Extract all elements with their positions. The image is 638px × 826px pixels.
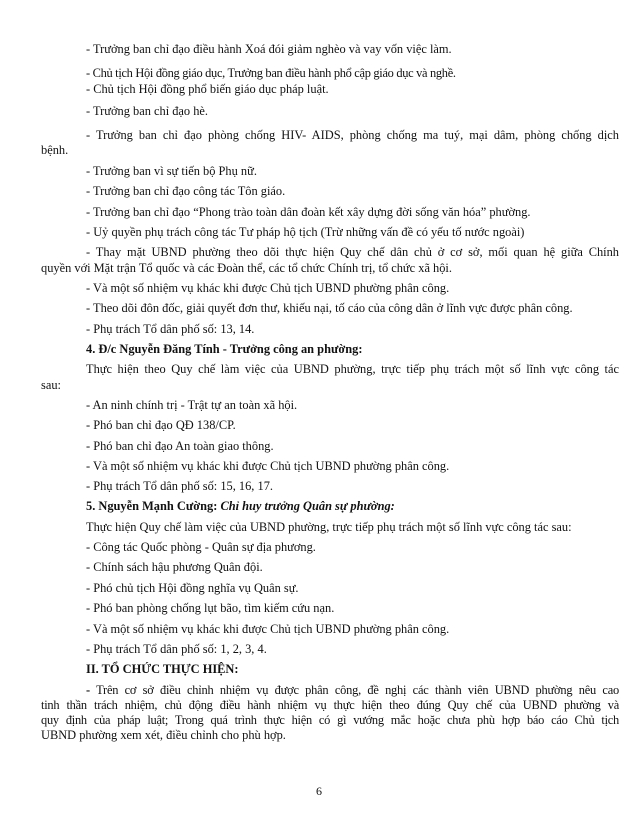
section-4-item: - An ninh chính trị - Trật tự an toàn xã hội. [86, 398, 298, 412]
duty-item: - Phụ trách Tổ dân phố số: 13, 14. [86, 322, 255, 336]
section-5-item: - Và một số nhiệm vụ khác khi được Chủ tịch UBND phường phân công. [86, 622, 450, 636]
section-ii-paragraph-line: tinh thần trách nhiệm, chủ động điều hành nhiệm vụ thực hiện theo đúng Quy chế của UBND phường và [41, 698, 619, 712]
section-5-heading-title: Chỉ huy trưởng Quân sự phường: [217, 499, 395, 513]
duty-item-continuation: quyền với Mặt trận Tổ quốc và các Đoàn thể, các tổ chức Chính trị, tổ chức xã hội. [41, 261, 452, 275]
section-ii-paragraph-line: quy định của pháp luật; Trong quá trình thực hiện có gì vướng mắc hoặc chưa phù hợp báo cáo Chủ tịch [41, 713, 619, 727]
duty-item: - Trưởng ban chỉ đạo công tác Tôn giáo. [86, 184, 286, 198]
section-5-item: - Phụ trách Tổ dân phố số: 1, 2, 3, 4. [86, 642, 267, 656]
section-4-item: - Và một số nhiệm vụ khác khi được Chủ tịch UBND phường phân công. [86, 459, 450, 473]
duty-item: - Thay mặt UBND phường theo dõi thực hiện Quy chế dân chủ ở cơ sở, mối quan hệ giữa Chính [86, 245, 619, 259]
section-4-intro: Thực hiện theo Quy chế làm việc của UBND phường, trực tiếp phụ trách một số lĩnh vực công tác [86, 362, 619, 376]
section-5-intro: Thực hiện Quy chế làm việc của UBND phường, trực tiếp phụ trách một số lĩnh vực công tác sau: [86, 520, 572, 534]
section-5-heading [86, 499, 619, 514]
section-5-item: - Phó ban phòng chống lụt bão, tìm kiếm cứu nạn. [86, 601, 335, 615]
duty-item: - Trưởng ban chỉ đạo phòng chống HIV- AIDS, phòng chống ma tuý, mại dâm, phòng chống dịch [86, 128, 619, 142]
duty-item: - Uỷ quyền phụ trách công tác Tư pháp hộ tịch (Trừ những vấn đề có yếu tố nước ngoài) [86, 225, 525, 239]
section-4-intro-continuation: sau: [41, 378, 61, 392]
section-ii-dash: - [86, 683, 90, 697]
section-5-item: - Phó chủ tịch Hội đồng nghĩa vụ Quân sự. [86, 581, 299, 595]
duty-item: - Trưởng ban chỉ đạo “Phong trào toàn dân đoàn kết xây dựng đời sống văn hóa” phường. [86, 205, 531, 219]
section-4-item: - Phó ban chỉ đạo QĐ 138/CP. [86, 418, 236, 432]
duty-item: - Chủ tịch Hội đồng phổ biến giáo dục pháp luật. [86, 82, 329, 96]
duty-item: - Trưởng ban chỉ đạo hè. [86, 104, 209, 118]
section-4-item: - Phụ trách Tổ dân phố số: 15, 16, 17. [86, 479, 273, 493]
section-5-item: - Chính sách hậu phương Quân đội. [86, 560, 263, 574]
section-4-item: - Phó ban chỉ đạo An toàn giao thông. [86, 439, 274, 453]
duty-item: - Và một số nhiệm vụ khác khi được Chủ tịch UBND phường phân công. [86, 281, 450, 295]
duty-item-continuation: bệnh. [41, 143, 69, 157]
section-4-heading: 4. Đ/c Nguyễn Đăng Tính - Trưởng công an phường: [86, 342, 363, 356]
page-number: 6 [316, 784, 322, 798]
section-ii-paragraph-line [86, 683, 619, 698]
section-ii-paragraph-line: UBND phường xem xét, điều chỉnh cho phù hợp. [41, 728, 286, 742]
section-ii-text: Trên cơ sở điều chỉnh nhiệm vụ được phân công, đề nghị các thành viên UBND phường nêu cao [89, 683, 619, 697]
duty-item: - Trưởng ban chỉ đạo điều hành Xoá đói giảm nghèo và vay vốn việc làm. [86, 42, 452, 56]
section-5-item: - Công tác Quốc phòng - Quân sự địa phương. [86, 540, 316, 554]
duty-item: - Trưởng ban vì sự tiến bộ Phụ nữ. [86, 164, 257, 178]
section-ii-heading: II. TỔ CHỨC THỰC HIỆN: [86, 662, 239, 676]
duty-item: - Chủ tịch Hội đồng giáo dục, Trưởng ban điều hành phổ cập giáo dục và nghề. [86, 66, 456, 80]
section-5-heading-name: 5. Nguyễn Mạnh Cường: [86, 499, 218, 513]
duty-item: - Theo dõi đôn đốc, giải quyết đơn thư, khiếu nại, tố cáo của công dân ở lĩnh vực được phân công. [86, 301, 573, 315]
